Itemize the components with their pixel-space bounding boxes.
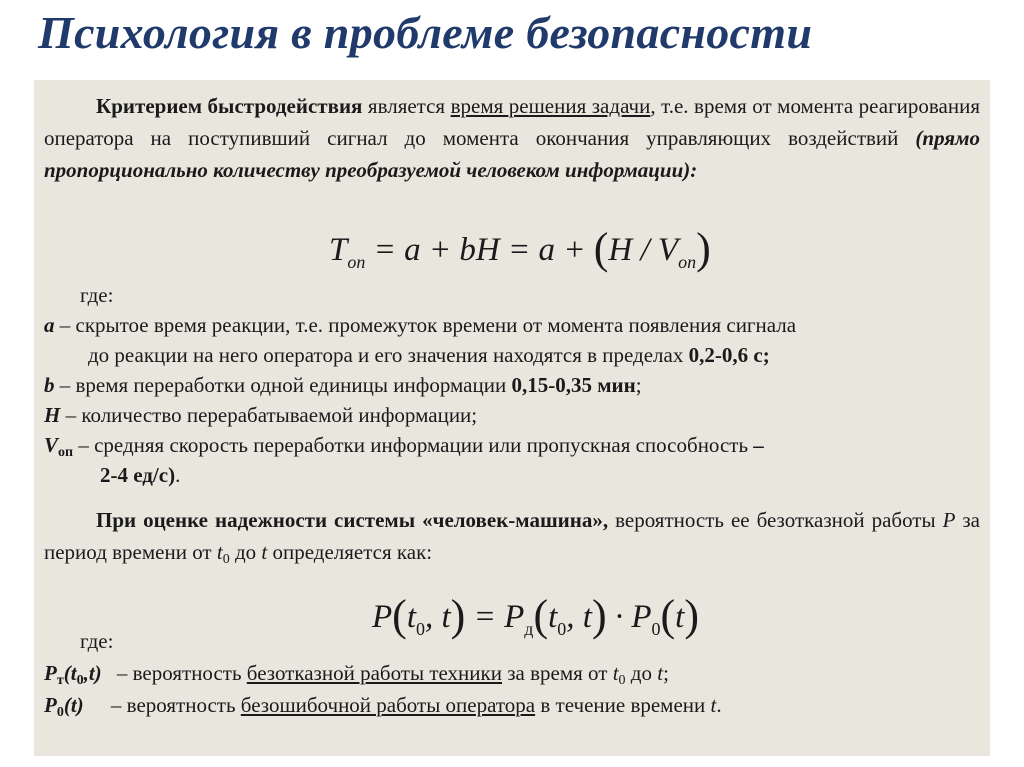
formula-part: = a + bH = a +	[365, 232, 594, 268]
def-args: ,t)	[83, 661, 102, 685]
underlined-term: время решения задачи	[450, 94, 651, 118]
def-symbol: a	[44, 313, 55, 337]
reliability-paragraph	[44, 504, 980, 576]
text: является	[362, 94, 451, 118]
formula-subscript: оп	[678, 252, 697, 272]
where-label: где:	[80, 283, 114, 307]
formula-paren: )	[450, 591, 466, 640]
formula-part: · P	[606, 599, 652, 635]
def-subscript: 0	[56, 705, 64, 720]
text: , т.е. время от момента реагирования оператора на поступивший сигнал до момента окончания управляющих воздействий	[44, 94, 981, 150]
def-H	[44, 400, 477, 430]
formula-part: P	[372, 599, 393, 635]
content-panel	[34, 80, 990, 756]
formula-paren: )	[684, 591, 699, 640]
def-symbol: V	[44, 433, 59, 457]
formula-part: t	[548, 599, 558, 635]
def-b	[44, 370, 642, 400]
text: за период времени от	[44, 508, 980, 564]
subscript: 0	[222, 552, 230, 567]
formula-part: t	[406, 599, 416, 635]
def-symbol: P	[44, 693, 57, 717]
def-symbol: b	[44, 373, 55, 397]
def-args: t	[70, 661, 77, 685]
def-text: ;	[663, 661, 669, 685]
def-text: – скрытое время реакции, т.е. промежуток времени от момента появления сигнала	[54, 313, 797, 337]
formula-part: t	[675, 599, 685, 635]
def-a	[44, 310, 796, 340]
underlined-term: безотказной работы техники	[246, 661, 502, 685]
def-text: – количество перерабатываемой информации;	[60, 403, 478, 427]
def-P0	[44, 690, 722, 728]
reliability-formula	[372, 590, 699, 641]
formula-paren: (	[660, 591, 676, 640]
symbol-P: P	[942, 508, 956, 532]
def-text: .	[716, 693, 722, 717]
def-text: в течение времени	[535, 693, 711, 717]
def-subscript: т	[56, 673, 64, 688]
speed-criterion-paragraph	[44, 90, 980, 186]
def-range: 0,2-0,6 с;	[688, 343, 770, 367]
def-text: за время от	[501, 661, 613, 685]
def-text: до	[625, 661, 658, 685]
text: определяется как:	[267, 540, 433, 564]
def-V-cont	[100, 460, 180, 490]
text: до	[229, 540, 262, 564]
where-label: где:	[80, 629, 114, 653]
text: вероятность ее безотказной работы	[608, 508, 943, 532]
def-text: .	[175, 463, 181, 487]
formula-paren: (	[533, 591, 549, 640]
symbol: t	[710, 693, 717, 717]
formula-paren: (	[392, 591, 407, 640]
def-a-cont	[88, 340, 770, 370]
formula-part: H / V	[608, 232, 679, 268]
def-symbol: H	[44, 403, 61, 427]
formula-subscript: 0	[651, 619, 661, 639]
symbol-t: t	[261, 540, 268, 564]
formula-paren: )	[591, 591, 607, 640]
formula-symbol: T	[329, 232, 348, 268]
def-subscript: оп	[58, 445, 74, 460]
def-text: ;	[635, 373, 642, 397]
formula-subscript: 0	[557, 619, 567, 639]
def-text: – вероятность	[105, 693, 241, 717]
formula-subscript: д	[524, 619, 534, 639]
symbol: t	[612, 661, 619, 685]
formula-subscript: 0	[416, 619, 425, 639]
subscript: 0	[618, 673, 626, 688]
reliability-lead: При оценке надежности системы «человек-машина»,	[96, 508, 609, 532]
symbol: t	[657, 661, 664, 685]
page-title: Психология в проблеме безопасности	[38, 7, 813, 58]
def-args: (t)	[63, 693, 84, 717]
def-text: – вероятность	[111, 661, 247, 685]
formula-part: , t	[425, 599, 451, 635]
def-symbol: P	[44, 661, 57, 685]
time-formula	[329, 223, 711, 274]
term-speed-criterion: Критерием быстродействия	[96, 94, 363, 118]
def-text: – время переработки одной единицы информации	[54, 373, 512, 397]
def-text: до реакции на него оператора и его значения находятся в пределах	[88, 343, 689, 367]
formula-paren: )	[696, 224, 711, 273]
formula-part: = P	[465, 599, 525, 635]
def-range: 0,15-0,35 мин	[511, 373, 636, 397]
def-text: – средняя скорость переработки информации или пропускная способность	[73, 433, 754, 457]
def-subscript: 0	[76, 673, 84, 688]
formula-part: , t	[566, 599, 592, 635]
def-args: (	[63, 661, 71, 685]
symbol-t0: t	[216, 540, 223, 564]
def-dash: –	[753, 433, 764, 457]
formula-subscript: оп	[347, 252, 366, 272]
emphasis-note: (прямо пропорционально количеству преобразуемой человеком информации):	[44, 126, 980, 182]
formula-paren: (	[593, 224, 609, 273]
def-range: 2-4 ед/с)	[100, 463, 176, 487]
underlined-term: безошибочной работы оператора	[240, 693, 536, 717]
